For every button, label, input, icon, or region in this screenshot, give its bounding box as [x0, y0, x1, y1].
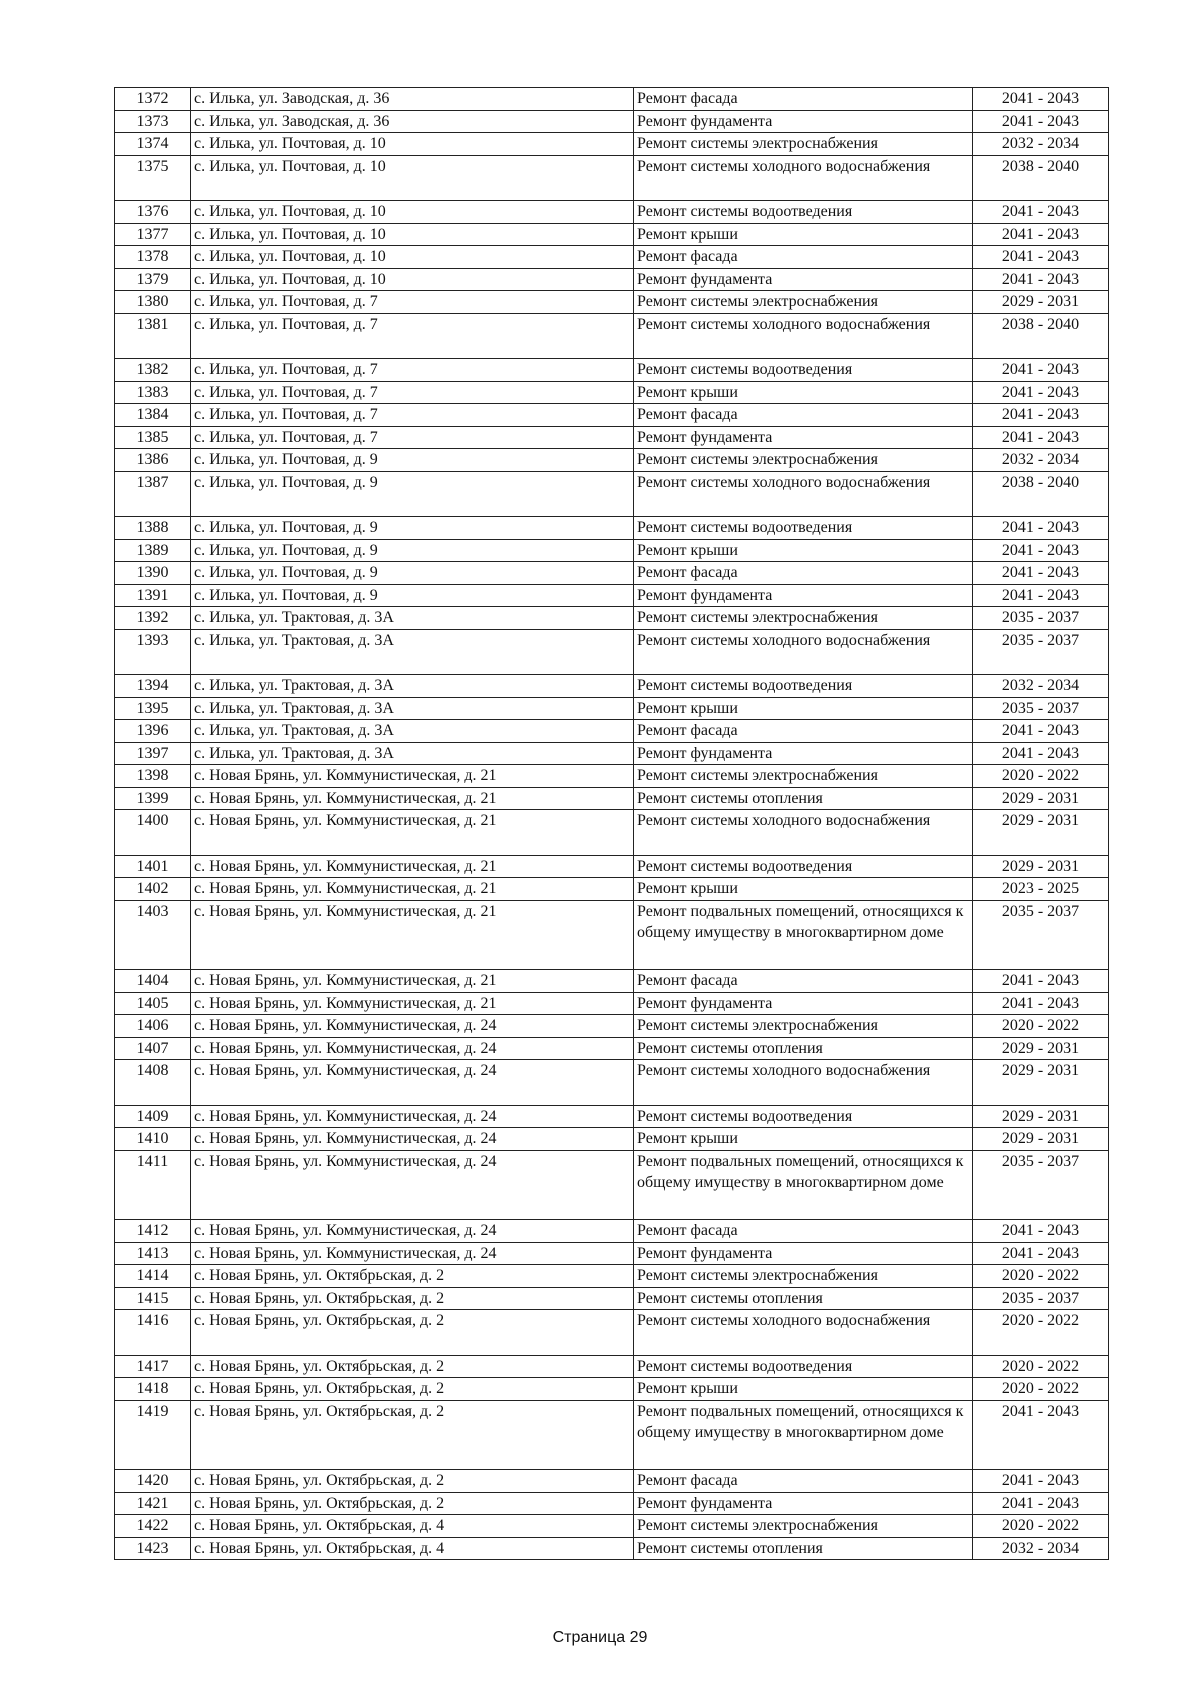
row-number-cell: 1413 [115, 1242, 191, 1265]
period-cell: 2020 - 2022 [973, 1310, 1109, 1356]
period-cell: 2032 - 2034 [973, 133, 1109, 156]
address-cell: с. Илька, ул. Почтовая, д. 7 [191, 313, 634, 359]
period-cell: 2041 - 2043 [973, 110, 1109, 133]
row-number-cell: 1408 [115, 1060, 191, 1106]
period-cell: 2023 - 2025 [973, 878, 1109, 901]
work-type-cell: Ремонт фасада [634, 1220, 973, 1243]
table-row [115, 765, 1109, 788]
period-cell: 2029 - 2031 [973, 1060, 1109, 1106]
work-type-cell: Ремонт фундамента [634, 1242, 973, 1265]
period-cell: 2041 - 2043 [973, 970, 1109, 993]
work-type-cell: Ремонт системы электроснабжения [634, 449, 973, 472]
work-type-cell: Ремонт фундамента [634, 742, 973, 765]
address-cell: с. Илька, ул. Почтовая, д. 10 [191, 223, 634, 246]
row-number-cell: 1393 [115, 629, 191, 675]
period-cell: 2041 - 2043 [973, 584, 1109, 607]
period-cell: 2020 - 2022 [973, 1015, 1109, 1038]
period-cell: 2041 - 2043 [973, 246, 1109, 269]
table-row [115, 697, 1109, 720]
work-type-cell: Ремонт системы отопления [634, 1287, 973, 1310]
table-row [115, 1015, 1109, 1038]
row-number-cell: 1375 [115, 155, 191, 201]
row-number-cell: 1404 [115, 970, 191, 993]
row-number-cell: 1410 [115, 1128, 191, 1151]
table-row [115, 992, 1109, 1015]
period-cell: 2041 - 2043 [973, 1470, 1109, 1493]
period-cell: 2035 - 2037 [973, 607, 1109, 630]
row-number-cell: 1401 [115, 855, 191, 878]
table-row [115, 1265, 1109, 1288]
period-cell: 2020 - 2022 [973, 1378, 1109, 1401]
row-number-cell: 1397 [115, 742, 191, 765]
period-cell: 2041 - 2043 [973, 381, 1109, 404]
work-type-cell: Ремонт крыши [634, 223, 973, 246]
row-number-cell: 1388 [115, 517, 191, 540]
address-cell: с. Новая Брянь, ул. Октябрьская, д. 4 [191, 1515, 634, 1538]
period-cell: 2035 - 2037 [973, 697, 1109, 720]
address-cell: с. Новая Брянь, ул. Октябрьская, д. 2 [191, 1355, 634, 1378]
work-type-cell: Ремонт крыши [634, 381, 973, 404]
address-cell: с. Илька, ул. Почтовая, д. 10 [191, 201, 634, 224]
table-row [115, 1242, 1109, 1265]
work-type-cell: Ремонт фасада [634, 1470, 973, 1493]
row-number-cell: 1392 [115, 607, 191, 630]
table-row [115, 970, 1109, 993]
period-cell: 2041 - 2043 [973, 742, 1109, 765]
address-cell: с. Илька, ул. Почтовая, д. 10 [191, 133, 634, 156]
period-cell: 2035 - 2037 [973, 900, 1109, 970]
work-type-cell: Ремонт фундамента [634, 426, 973, 449]
work-type-cell: Ремонт крыши [634, 1378, 973, 1401]
row-number-cell: 1395 [115, 697, 191, 720]
address-cell: с. Илька, ул. Заводская, д. 36 [191, 88, 634, 111]
period-cell: 2032 - 2034 [973, 1537, 1109, 1560]
period-cell: 2041 - 2043 [973, 539, 1109, 562]
period-cell: 2020 - 2022 [973, 1515, 1109, 1538]
row-number-cell: 1420 [115, 1470, 191, 1493]
table-row [115, 584, 1109, 607]
row-number-cell: 1418 [115, 1378, 191, 1401]
period-cell: 2035 - 2037 [973, 629, 1109, 675]
period-cell: 2038 - 2040 [973, 313, 1109, 359]
work-type-cell: Ремонт фасада [634, 246, 973, 269]
address-cell: с. Илька, ул. Почтовая, д. 7 [191, 404, 634, 427]
work-type-cell: Ремонт системы электроснабжения [634, 1265, 973, 1288]
period-cell: 2041 - 2043 [973, 88, 1109, 111]
table-row [115, 1150, 1109, 1220]
work-type-cell: Ремонт фундамента [634, 110, 973, 133]
work-type-cell: Ремонт системы электроснабжения [634, 765, 973, 788]
address-cell: с. Илька, ул. Почтовая, д. 7 [191, 291, 634, 314]
address-cell: с. Илька, ул. Почтовая, д. 7 [191, 381, 634, 404]
table-row [115, 855, 1109, 878]
table-row [115, 810, 1109, 856]
work-type-cell: Ремонт системы электроснабжения [634, 291, 973, 314]
row-number-cell: 1387 [115, 471, 191, 517]
table-row [115, 1355, 1109, 1378]
address-cell: с. Новая Брянь, ул. Коммунистическая, д. 24 [191, 1037, 634, 1060]
table-row [115, 133, 1109, 156]
period-cell: 2041 - 2043 [973, 720, 1109, 743]
row-number-cell: 1386 [115, 449, 191, 472]
table-row [115, 1515, 1109, 1538]
period-cell: 2035 - 2037 [973, 1150, 1109, 1220]
table-row [115, 426, 1109, 449]
table-row [115, 1037, 1109, 1060]
row-number-cell: 1372 [115, 88, 191, 111]
address-cell: с. Илька, ул. Почтовая, д. 9 [191, 517, 634, 540]
period-cell: 2041 - 2043 [973, 1492, 1109, 1515]
period-cell: 2035 - 2037 [973, 1287, 1109, 1310]
work-type-cell: Ремонт крыши [634, 878, 973, 901]
table-row [115, 1378, 1109, 1401]
period-cell: 2029 - 2031 [973, 855, 1109, 878]
address-cell: с. Новая Брянь, ул. Коммунистическая, д. 24 [191, 1150, 634, 1220]
address-cell: с. Илька, ул. Трактовая, д. 3А [191, 720, 634, 743]
table-row [115, 88, 1109, 111]
work-type-cell: Ремонт системы электроснабжения [634, 1015, 973, 1038]
period-cell: 2041 - 2043 [973, 992, 1109, 1015]
row-number-cell: 1383 [115, 381, 191, 404]
row-number-cell: 1414 [115, 1265, 191, 1288]
period-cell: 2029 - 2031 [973, 787, 1109, 810]
address-cell: с. Илька, ул. Почтовая, д. 7 [191, 426, 634, 449]
table-row [115, 404, 1109, 427]
table-row [115, 291, 1109, 314]
period-cell: 2032 - 2034 [973, 449, 1109, 472]
work-type-cell: Ремонт системы электроснабжения [634, 607, 973, 630]
table-row [115, 720, 1109, 743]
row-number-cell: 1394 [115, 675, 191, 698]
period-cell: 2041 - 2043 [973, 201, 1109, 224]
period-cell: 2038 - 2040 [973, 471, 1109, 517]
period-cell: 2041 - 2043 [973, 359, 1109, 382]
period-cell: 2041 - 2043 [973, 1242, 1109, 1265]
work-type-cell: Ремонт фасада [634, 970, 973, 993]
period-cell: 2041 - 2043 [973, 426, 1109, 449]
row-number-cell: 1391 [115, 584, 191, 607]
work-type-cell: Ремонт системы электроснабжения [634, 1515, 973, 1538]
address-cell: с. Новая Брянь, ул. Коммунистическая, д. 24 [191, 1060, 634, 1106]
address-cell: с. Новая Брянь, ул. Октябрьская, д. 2 [191, 1400, 634, 1470]
work-type-cell: Ремонт крыши [634, 697, 973, 720]
address-cell: с. Новая Брянь, ул. Коммунистическая, д. 24 [191, 1015, 634, 1038]
table-row [115, 629, 1109, 675]
table-row [115, 1060, 1109, 1106]
row-number-cell: 1379 [115, 268, 191, 291]
table-row [115, 313, 1109, 359]
table-row [115, 1400, 1109, 1470]
table-row [115, 562, 1109, 585]
row-number-cell: 1380 [115, 291, 191, 314]
row-number-cell: 1390 [115, 562, 191, 585]
work-type-cell: Ремонт системы водоотведения [634, 201, 973, 224]
row-number-cell: 1412 [115, 1220, 191, 1243]
table-row [115, 1470, 1109, 1493]
row-number-cell: 1382 [115, 359, 191, 382]
address-cell: с. Илька, ул. Почтовая, д. 10 [191, 246, 634, 269]
work-type-cell: Ремонт фасада [634, 720, 973, 743]
work-type-cell: Ремонт системы холодного водоснабжения [634, 471, 973, 517]
table-row [115, 381, 1109, 404]
address-cell: с. Илька, ул. Трактовая, д. 3А [191, 742, 634, 765]
address-cell: с. Илька, ул. Трактовая, д. 3А [191, 607, 634, 630]
row-number-cell: 1419 [115, 1400, 191, 1470]
work-type-cell: Ремонт подвальных помещений, относящихся к общему имуществу в многоквартирном доме [634, 900, 973, 970]
row-number-cell: 1409 [115, 1105, 191, 1128]
address-cell: с. Новая Брянь, ул. Октябрьская, д. 2 [191, 1492, 634, 1515]
address-cell: с. Илька, ул. Почтовая, д. 9 [191, 449, 634, 472]
address-cell: с. Илька, ул. Почтовая, д. 10 [191, 268, 634, 291]
row-number-cell: 1384 [115, 404, 191, 427]
period-cell: 2041 - 2043 [973, 223, 1109, 246]
address-cell: с. Илька, ул. Трактовая, д. 3А [191, 675, 634, 698]
table-row [115, 607, 1109, 630]
period-cell: 2041 - 2043 [973, 1220, 1109, 1243]
row-number-cell: 1403 [115, 900, 191, 970]
table-row [115, 517, 1109, 540]
work-type-cell: Ремонт системы водоотведения [634, 359, 973, 382]
address-cell: с. Илька, ул. Почтовая, д. 10 [191, 155, 634, 201]
work-type-cell: Ремонт системы водоотведения [634, 517, 973, 540]
address-cell: с. Новая Брянь, ул. Коммунистическая, д. 24 [191, 1128, 634, 1151]
table-row [115, 675, 1109, 698]
row-number-cell: 1389 [115, 539, 191, 562]
work-type-cell: Ремонт фундамента [634, 268, 973, 291]
repair-schedule-table [114, 87, 1109, 1560]
row-number-cell: 1377 [115, 223, 191, 246]
address-cell: с. Новая Брянь, ул. Октябрьская, д. 2 [191, 1378, 634, 1401]
work-type-cell: Ремонт фасада [634, 88, 973, 111]
work-type-cell: Ремонт системы холодного водоснабжения [634, 1060, 973, 1106]
row-number-cell: 1417 [115, 1355, 191, 1378]
row-number-cell: 1406 [115, 1015, 191, 1038]
address-cell: с. Новая Брянь, ул. Коммунистическая, д. 21 [191, 992, 634, 1015]
address-cell: с. Илька, ул. Почтовая, д. 9 [191, 562, 634, 585]
address-cell: с. Новая Брянь, ул. Коммунистическая, д. 21 [191, 765, 634, 788]
period-cell: 2020 - 2022 [973, 1265, 1109, 1288]
work-type-cell: Ремонт системы отопления [634, 1037, 973, 1060]
period-cell: 2029 - 2031 [973, 1128, 1109, 1151]
table-row [115, 1492, 1109, 1515]
work-type-cell: Ремонт подвальных помещений, относящихся к общему имуществу в многоквартирном доме [634, 1150, 973, 1220]
period-cell: 2041 - 2043 [973, 562, 1109, 585]
row-number-cell: 1416 [115, 1310, 191, 1356]
row-number-cell: 1385 [115, 426, 191, 449]
table-row [115, 359, 1109, 382]
address-cell: с. Илька, ул. Трактовая, д. 3А [191, 629, 634, 675]
table-row [115, 1220, 1109, 1243]
period-cell: 2029 - 2031 [973, 1037, 1109, 1060]
row-number-cell: 1421 [115, 1492, 191, 1515]
address-cell: с. Новая Брянь, ул. Коммунистическая, д. 21 [191, 855, 634, 878]
address-cell: с. Новая Брянь, ул. Октябрьская, д. 2 [191, 1470, 634, 1493]
address-cell: с. Новая Брянь, ул. Коммунистическая, д. 24 [191, 1242, 634, 1265]
row-number-cell: 1405 [115, 992, 191, 1015]
address-cell: с. Новая Брянь, ул. Коммунистическая, д. 21 [191, 787, 634, 810]
period-cell: 2038 - 2040 [973, 155, 1109, 201]
row-number-cell: 1374 [115, 133, 191, 156]
row-number-cell: 1415 [115, 1287, 191, 1310]
table-row [115, 1537, 1109, 1560]
period-cell: 2029 - 2031 [973, 291, 1109, 314]
row-number-cell: 1407 [115, 1037, 191, 1060]
row-number-cell: 1398 [115, 765, 191, 788]
work-type-cell: Ремонт фундамента [634, 1492, 973, 1515]
period-cell: 2029 - 2031 [973, 810, 1109, 856]
period-cell: 2020 - 2022 [973, 1355, 1109, 1378]
address-cell: с. Илька, ул. Заводская, д. 36 [191, 110, 634, 133]
address-cell: с. Новая Брянь, ул. Октябрьская, д. 4 [191, 1537, 634, 1560]
work-type-cell: Ремонт системы электроснабжения [634, 133, 973, 156]
work-type-cell: Ремонт крыши [634, 539, 973, 562]
work-type-cell: Ремонт фасада [634, 404, 973, 427]
period-cell: 2041 - 2043 [973, 268, 1109, 291]
address-cell: с. Новая Брянь, ул. Коммунистическая, д. 21 [191, 970, 634, 993]
row-number-cell: 1373 [115, 110, 191, 133]
period-cell: 2041 - 2043 [973, 517, 1109, 540]
row-number-cell: 1396 [115, 720, 191, 743]
table-row [115, 787, 1109, 810]
table-row [115, 110, 1109, 133]
row-number-cell: 1399 [115, 787, 191, 810]
work-type-cell: Ремонт системы холодного водоснабжения [634, 810, 973, 856]
row-number-cell: 1402 [115, 878, 191, 901]
table-row [115, 155, 1109, 201]
work-type-cell: Ремонт системы отопления [634, 1537, 973, 1560]
table-body [115, 88, 1109, 1560]
table-row [115, 742, 1109, 765]
address-cell: с. Илька, ул. Почтовая, д. 9 [191, 584, 634, 607]
work-type-cell: Ремонт фасада [634, 562, 973, 585]
table-row [115, 1287, 1109, 1310]
row-number-cell: 1411 [115, 1150, 191, 1220]
work-type-cell: Ремонт системы отопления [634, 787, 973, 810]
period-cell: 2020 - 2022 [973, 765, 1109, 788]
work-type-cell: Ремонт фундамента [634, 584, 973, 607]
address-cell: с. Новая Брянь, ул. Коммунистическая, д. 21 [191, 810, 634, 856]
row-number-cell: 1422 [115, 1515, 191, 1538]
table-row [115, 449, 1109, 472]
work-type-cell: Ремонт системы водоотведения [634, 675, 973, 698]
work-type-cell: Ремонт подвальных помещений, относящихся к общему имуществу в многоквартирном доме [634, 1400, 973, 1470]
address-cell: с. Новая Брянь, ул. Октябрьская, д. 2 [191, 1310, 634, 1356]
row-number-cell: 1400 [115, 810, 191, 856]
page-number: Страница 29 [552, 1629, 648, 1646]
work-type-cell: Ремонт системы водоотведения [634, 1355, 973, 1378]
address-cell: с. Новая Брянь, ул. Октябрьская, д. 2 [191, 1287, 634, 1310]
address-cell: с. Новая Брянь, ул. Коммунистическая, д. 24 [191, 1105, 634, 1128]
address-cell: с. Новая Брянь, ул. Коммунистическая, д. 21 [191, 878, 634, 901]
table-row [115, 246, 1109, 269]
address-cell: с. Илька, ул. Почтовая, д. 7 [191, 359, 634, 382]
work-type-cell: Ремонт системы холодного водоснабжения [634, 313, 973, 359]
row-number-cell: 1376 [115, 201, 191, 224]
table-row [115, 900, 1109, 970]
work-type-cell: Ремонт системы водоотведения [634, 1105, 973, 1128]
period-cell: 2029 - 2031 [973, 1105, 1109, 1128]
address-cell: с. Илька, ул. Почтовая, д. 9 [191, 539, 634, 562]
period-cell: 2032 - 2034 [973, 675, 1109, 698]
row-number-cell: 1381 [115, 313, 191, 359]
period-cell: 2041 - 2043 [973, 1400, 1109, 1470]
address-cell: с. Илька, ул. Трактовая, д. 3А [191, 697, 634, 720]
row-number-cell: 1378 [115, 246, 191, 269]
table-row [115, 878, 1109, 901]
work-type-cell: Ремонт фундамента [634, 992, 973, 1015]
period-cell: 2041 - 2043 [973, 404, 1109, 427]
table-row [115, 1310, 1109, 1356]
address-cell: с. Новая Брянь, ул. Коммунистическая, д. 24 [191, 1220, 634, 1243]
table-row [115, 1105, 1109, 1128]
row-number-cell: 1423 [115, 1537, 191, 1560]
work-type-cell: Ремонт системы водоотведения [634, 855, 973, 878]
work-type-cell: Ремонт крыши [634, 1128, 973, 1151]
table-row [115, 539, 1109, 562]
table-row [115, 471, 1109, 517]
address-cell: с. Илька, ул. Почтовая, д. 9 [191, 471, 634, 517]
work-type-cell: Ремонт системы холодного водоснабжения [634, 1310, 973, 1356]
work-type-cell: Ремонт системы холодного водоснабжения [634, 155, 973, 201]
address-cell: с. Новая Брянь, ул. Коммунистическая, д. 21 [191, 900, 634, 970]
table-row [115, 268, 1109, 291]
table-row [115, 201, 1109, 224]
address-cell: с. Новая Брянь, ул. Октябрьская, д. 2 [191, 1265, 634, 1288]
table-row [115, 223, 1109, 246]
table-row [115, 1128, 1109, 1151]
work-type-cell: Ремонт системы холодного водоснабжения [634, 629, 973, 675]
